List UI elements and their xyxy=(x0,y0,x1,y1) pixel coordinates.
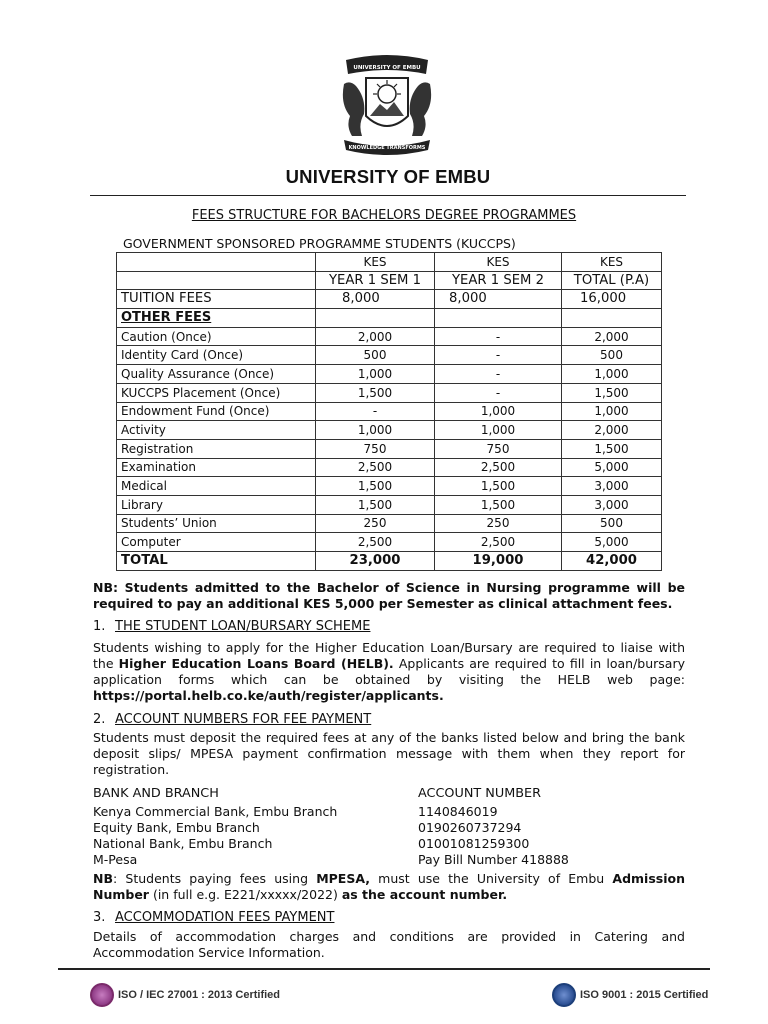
fee-row xyxy=(117,327,662,346)
fee-cell: 8,000 xyxy=(435,290,562,309)
svg-text:KNOWLEDGE TRANSFORMS: KNOWLEDGE TRANSFORMS xyxy=(348,145,426,151)
account-number: Pay Bill Number 418888 xyxy=(418,852,569,867)
university-crest-logo xyxy=(336,54,438,158)
other-fees-label: OTHER FEES xyxy=(117,309,316,328)
fees-table xyxy=(116,252,662,571)
other-fees-row xyxy=(117,309,662,328)
account-number: 0190260737294 xyxy=(418,820,522,835)
fee-cell: 500 xyxy=(562,346,662,365)
section-number: 2. xyxy=(93,712,106,727)
fee-row xyxy=(117,495,662,514)
bank-column-header: BANK AND BRANCH xyxy=(93,786,219,801)
accommodation-paragraph: Details of accommodation charges and conditions are provided in Catering and Accommodation Service Information. xyxy=(93,929,685,960)
fee-cell: 1,500 xyxy=(435,477,562,496)
row-label: Activity xyxy=(117,421,316,440)
fee-cell: 2,500 xyxy=(316,458,435,477)
certification-text: ISO 9001 : 2015 Certified xyxy=(580,989,709,1001)
mpesa-note xyxy=(93,871,685,903)
loan-text-2: Applicants are required to fill in loan/bursary application forms which can be obtained by visiting the HELB web page: xyxy=(93,656,685,687)
row-label: Computer xyxy=(117,533,316,552)
fee-cell: 750 xyxy=(435,439,562,458)
footer-divider xyxy=(58,968,710,970)
fee-cell: 3,000 xyxy=(562,495,662,514)
iso-27001-certification xyxy=(90,982,280,1008)
mpesa-note-text-2: must use the University of Embu xyxy=(369,871,613,886)
section-3-heading xyxy=(93,910,334,925)
fee-cell: 5,000 xyxy=(562,533,662,552)
total-cell: 42,000 xyxy=(562,552,662,571)
account-number-note: as the account number. xyxy=(341,887,508,902)
mpesa-note-text-3: (in full e.g. E221/xxxxx/2022) xyxy=(148,887,342,902)
row-label: Library xyxy=(117,495,316,514)
fee-cell: 16,000 xyxy=(562,290,662,309)
fee-cell: 5,000 xyxy=(562,458,662,477)
fee-cell: - xyxy=(435,327,562,346)
fee-cell: 1,500 xyxy=(562,383,662,402)
fee-cell: 1,000 xyxy=(562,365,662,384)
fee-cell: 1,500 xyxy=(316,383,435,402)
row-label: Identity Card (Once) xyxy=(117,346,316,365)
header-row xyxy=(117,271,662,290)
fee-row xyxy=(117,365,662,384)
fee-cell: 1,000 xyxy=(435,402,562,421)
section-title: THE STUDENT LOAN/BURSARY SCHEME xyxy=(115,619,371,634)
certification-badge-icon xyxy=(90,983,114,1007)
nursing-note: NB: Students admitted to the Bachelor of Science in Nursing programme will be required to pay an additional KES 5,000 per Semester as clinical attachment fees. xyxy=(93,580,685,611)
total-row xyxy=(117,552,662,571)
fee-cell: - xyxy=(435,365,562,384)
section-title: ACCOMMODATION FEES PAYMENT xyxy=(115,910,335,925)
section-number: 3. xyxy=(93,910,106,925)
fee-cell: - xyxy=(316,402,435,421)
row-label: TUITION FEES xyxy=(117,290,316,309)
fee-cell: 3,000 xyxy=(562,477,662,496)
section-1-heading xyxy=(93,619,370,634)
fee-row xyxy=(117,514,662,533)
row-label: Endowment Fund (Once) xyxy=(117,402,316,421)
fee-cell: 1,000 xyxy=(435,421,562,440)
nb-prefix: NB xyxy=(93,871,113,886)
total-label: TOTAL xyxy=(117,552,316,571)
deposit-paragraph: Students must deposit the required fees at any of the banks listed below and bring the bank deposit slips/ MPESA payment confirmation message with them when they report for registration. xyxy=(93,730,685,777)
fee-cell: 2,500 xyxy=(435,533,562,552)
fee-cell: 2,000 xyxy=(562,327,662,346)
helb-link[interactable]: https://portal.helb.co.ke/auth/register/applicants. xyxy=(93,688,444,703)
fee-cell: 500 xyxy=(562,514,662,533)
fee-cell: 1,500 xyxy=(435,495,562,514)
section-number: 1. xyxy=(93,619,106,634)
row-label: Caution (Once) xyxy=(117,327,316,346)
column-header: YEAR 1 SEM 2 xyxy=(435,271,562,290)
fee-row xyxy=(117,383,662,402)
fee-cell: 1,500 xyxy=(562,439,662,458)
fee-cell: 8,000 xyxy=(316,290,435,309)
certification-text: ISO / IEC 27001 : 2013 Certified xyxy=(118,989,281,1001)
currency-cell: KES xyxy=(562,253,662,272)
university-title: UNIVERSITY OF EMBU xyxy=(285,166,491,187)
fee-cell: 250 xyxy=(316,514,435,533)
bank-name: Kenya Commercial Bank, Embu Branch xyxy=(93,804,338,819)
fee-cell: 500 xyxy=(316,346,435,365)
fee-row xyxy=(117,402,662,421)
fee-cell: 1,000 xyxy=(562,402,662,421)
fee-cell: 1,000 xyxy=(316,421,435,440)
fee-row xyxy=(117,421,662,440)
fee-row xyxy=(117,477,662,496)
currency-cell: KES xyxy=(435,253,562,272)
currency-row xyxy=(117,253,662,272)
row-label: Quality Assurance (Once) xyxy=(117,365,316,384)
fee-row xyxy=(117,346,662,365)
helb-name: Higher Education Loans Board (HELB). xyxy=(118,656,394,671)
account-list xyxy=(418,804,569,868)
fee-row xyxy=(117,458,662,477)
bank-name: National Bank, Embu Branch xyxy=(93,836,273,851)
column-header: TOTAL (P.A) xyxy=(562,271,662,290)
bank-name: Equity Bank, Embu Branch xyxy=(93,820,260,835)
fee-cell: 2,500 xyxy=(435,458,562,477)
fee-cell: 2,500 xyxy=(316,533,435,552)
bank-list xyxy=(93,804,337,868)
tuition-row xyxy=(117,290,662,309)
kuccps-section-label: GOVERNMENT SPONSORED PROGRAMME STUDENTS (KUCCPS) xyxy=(123,236,516,251)
currency-cell: KES xyxy=(316,253,435,272)
row-label: Students’ Union xyxy=(117,514,316,533)
section-2-heading xyxy=(93,712,371,727)
mpesa-label: MPESA, xyxy=(316,871,370,886)
total-cell: 23,000 xyxy=(316,552,435,571)
bank-name: M-Pesa xyxy=(93,852,138,867)
fee-row xyxy=(117,533,662,552)
fee-cell: - xyxy=(435,346,562,365)
fee-cell: 2,000 xyxy=(316,327,435,346)
row-label: Medical xyxy=(117,477,316,496)
column-header: YEAR 1 SEM 1 xyxy=(316,271,435,290)
fee-cell: 1,500 xyxy=(316,495,435,514)
account-number: 1140846019 xyxy=(418,804,498,819)
certification-badge-icon xyxy=(552,983,576,1007)
row-label: Examination xyxy=(117,458,316,477)
section-title: ACCOUNT NUMBERS FOR FEE PAYMENT xyxy=(115,712,372,727)
fee-row xyxy=(117,439,662,458)
document-subtitle: FEES STRUCTURE FOR BACHELORS DEGREE PROGRAMMES xyxy=(191,208,577,223)
mpesa-note-text: : Students paying fees using xyxy=(113,871,317,886)
loan-text: Students wishing to apply for the Higher Education Loan/Bursary are required to liaise with the xyxy=(93,640,685,671)
fee-cell: - xyxy=(435,383,562,402)
admission-number-label: Admission Number xyxy=(93,871,685,902)
fee-cell: 2,000 xyxy=(562,421,662,440)
iso-9001-certification xyxy=(552,982,708,1008)
loan-paragraph xyxy=(93,640,685,704)
account-number: 01001081259300 xyxy=(418,836,530,851)
account-column-header: ACCOUNT NUMBER xyxy=(418,786,542,801)
row-label: KUCCPS Placement (Once) xyxy=(117,383,316,402)
fee-cell: 750 xyxy=(316,439,435,458)
total-cell: 19,000 xyxy=(435,552,562,571)
fee-cell: 1,500 xyxy=(316,477,435,496)
svg-text:UNIVERSITY OF EMBU: UNIVERSITY OF EMBU xyxy=(353,65,421,71)
row-label: Registration xyxy=(117,439,316,458)
title-divider xyxy=(90,195,686,196)
fee-cell: 250 xyxy=(435,514,562,533)
fee-cell: 1,000 xyxy=(316,365,435,384)
